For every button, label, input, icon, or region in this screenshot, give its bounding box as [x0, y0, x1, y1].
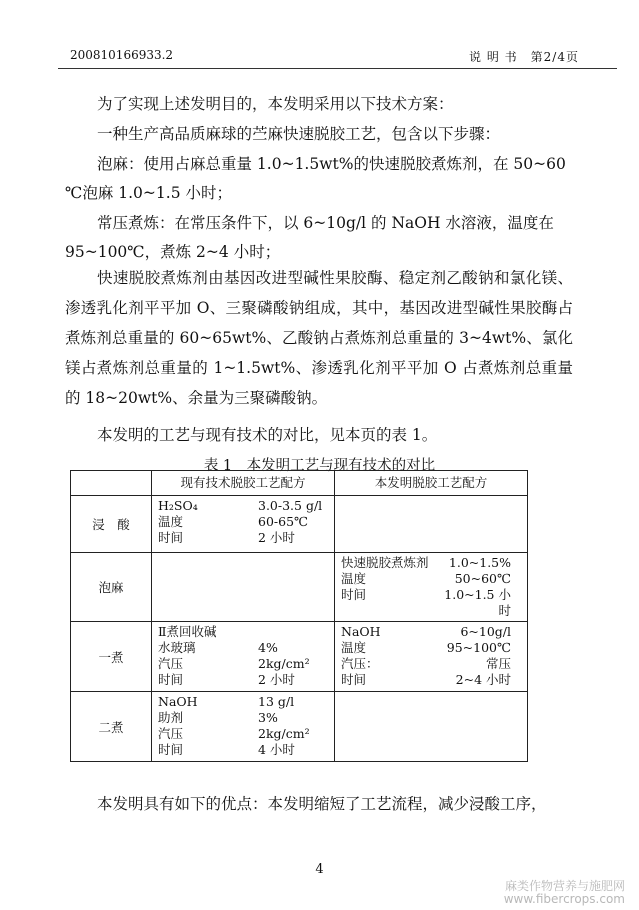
composition-paragraph: 快速脱胶煮炼剂由基因改进型碱性果胶酶、稳定剂乙酸钠和氯化镁、渗透乳化剂平平加 O、三聚磷酸钠组成，其中，基因改进型碱性果胶酶占煮炼剂总重量的 60~65wt%、乙酸钠占煮炼剂总重量的 3~4wt%、氯化镁占煮炼剂总重量的 1~1.5wt%、渗透乳化剂平平加 O 占煮炼剂总重量的 18~20wt%、余量为三聚磷酸钠。: [65, 269, 573, 407]
param-value: 1.0~1.5 小时: [444, 587, 511, 618]
document-type: 说 明 书: [469, 50, 518, 64]
step2-line2: 95~100℃，煮炼 2~4 小时；: [65, 243, 281, 261]
table-row-boil1: [71, 622, 528, 692]
header-prior-art: 现有技术脱胶工艺配方: [152, 471, 335, 496]
param-name: 温度: [158, 514, 184, 529]
prior-subtitle: Ⅱ煮回收碱: [158, 624, 217, 639]
site-watermark: [504, 880, 625, 906]
header-invention: 本发明脱胶工艺配方: [335, 471, 528, 496]
step2-line1: 常压煮炼：在常压条件下，以 6~10g/l 的 NaOH 水溶液，温度在: [97, 214, 554, 232]
param-name: 快速脱胶煮炼剂: [341, 555, 429, 570]
param-value: 4 小时: [258, 742, 295, 757]
table-row-soak: [71, 553, 528, 622]
param-value: 2 小时: [258, 672, 295, 687]
param-value: 6~10g/l: [460, 624, 511, 639]
table-row-acid: [71, 496, 528, 553]
comparison-reference: 本发明的工艺与现有技术的对比，见本页的表 1。: [97, 426, 438, 444]
row-label-soak: 泡麻: [71, 553, 152, 622]
cell-acid-prior: [152, 496, 335, 553]
param-name: 时间: [158, 530, 184, 545]
param-value: 4%: [258, 640, 278, 655]
param-name: 时间: [341, 587, 367, 602]
param-value: 2kg/cm²: [258, 656, 310, 671]
claim-intro-line: 一种生产高品质麻球的苎麻快速脱胶工艺，包含以下步骤：: [97, 125, 501, 143]
param-value: 60-65℃: [258, 514, 309, 529]
param-name: 时间: [341, 672, 367, 687]
row-label-boil1: 一煮: [71, 622, 152, 692]
param-name: 汽压: [158, 656, 184, 671]
watermark-site-name: 麻类作物营养与施肥网: [504, 879, 625, 893]
param-value: 50~60℃: [454, 571, 511, 586]
table-caption: 表 1 本发明工艺与现有技术的对比: [203, 458, 436, 474]
param-value: 95~100℃: [446, 640, 511, 655]
param-name: 时间: [158, 672, 184, 687]
cell-soak-prior: [152, 553, 335, 622]
document-number: 200810166933.2: [70, 48, 174, 62]
row-label-acid: 浸 酸: [71, 496, 152, 553]
table-row-boil2: [71, 692, 528, 762]
intro-line: 为了实现上述发明目的，本发明采用以下技术方案：: [97, 95, 454, 113]
comparison-table: [70, 470, 528, 762]
header-rule: [58, 68, 617, 69]
param-value: 2~4 小时: [455, 672, 511, 687]
page-number: 4: [315, 862, 324, 877]
advantages-line: 本发明具有如下的优点：本发明缩短了工艺流程，减少浸酸工序，: [97, 795, 547, 813]
param-value: 2kg/cm²: [258, 726, 310, 741]
row-label-boil2: 二煮: [71, 692, 152, 762]
param-name: 水玻璃: [158, 640, 196, 655]
param-value: 2 小时: [258, 530, 295, 545]
header-cell-empty: [71, 471, 152, 496]
param-name: NaOH: [158, 694, 198, 709]
param-value: 13 g/l: [258, 694, 295, 709]
cell-boil1-prior: [152, 622, 335, 692]
watermark-site-url: www.fibercrops.com: [503, 892, 625, 906]
page-indicator: 第2/4页: [530, 50, 579, 64]
param-name: NaOH: [341, 624, 381, 639]
param-value: 3.0-3.5 g/l: [258, 498, 323, 513]
cell-acid-invention: [335, 496, 528, 553]
cell-boil1-invention: [335, 622, 528, 692]
param-name: 助剂: [158, 710, 184, 725]
param-name: 时间: [158, 742, 184, 757]
table-header-row: [71, 471, 528, 496]
step1-line2: ℃泡麻 1.0~1.5 小时；: [65, 184, 232, 202]
param-name: H₂SO₄: [158, 498, 198, 513]
param-name: 汽压：: [341, 656, 379, 671]
param-value: 1.0~1.5%: [448, 555, 511, 570]
cell-soak-invention: [335, 553, 528, 622]
step1-line1: 泡麻：使用占麻总重量 1.0~1.5wt%的快速脱胶煮炼剂，在 50~60: [97, 155, 566, 173]
cell-boil2-prior: [152, 692, 335, 762]
param-name: 温度: [341, 571, 367, 586]
param-name: 汽压: [158, 726, 184, 741]
header-doc-type-page: [469, 48, 579, 65]
cell-boil2-invention: [335, 692, 528, 762]
param-name: 温度: [341, 640, 367, 655]
param-value: 常压: [485, 656, 511, 671]
param-value: 3%: [258, 710, 278, 725]
